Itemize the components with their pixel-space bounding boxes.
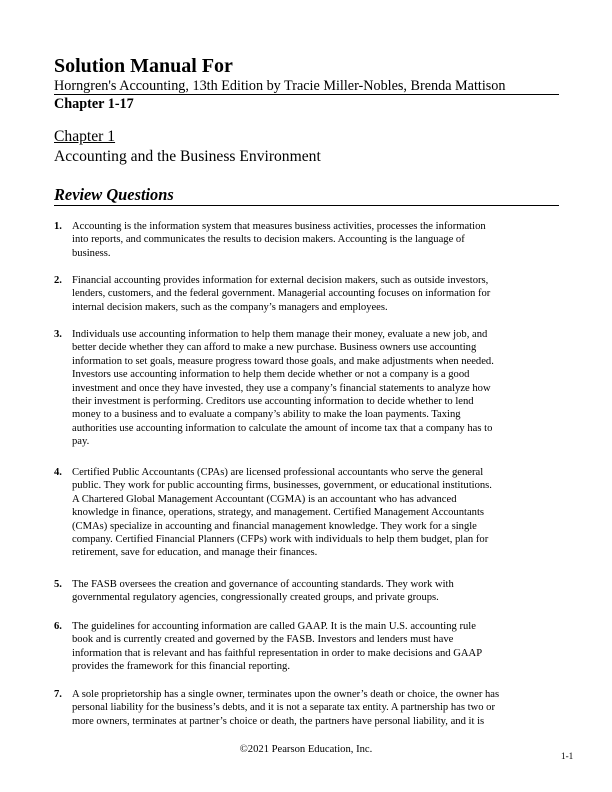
question-line: A sole proprietorship has a single owner, terminates upon the owner’s death or choice, the owner has: [72, 689, 500, 700]
question-number: 7.: [54, 689, 62, 700]
question-6: [54, 620, 559, 674]
question-line: more owners, terminates at partner’s choice or death, the partners have personal liability, and it is: [72, 715, 485, 727]
question-line: Financial accounting provides information for external decision makers, such as outside investors,: [72, 275, 489, 286]
chapter-range: Chapter 1-17: [54, 96, 134, 112]
question-line: Individuals use accounting information to help them manage their money, evaluate a new job, and: [72, 329, 488, 340]
footer-copyright: ©2021 Pearson Education, Inc.: [239, 744, 373, 755]
question-3: [54, 328, 559, 449]
question-line: Accounting is the information system that measures business activities, processes the information: [72, 221, 486, 232]
question-line: Certified Public Accountants (CPAs) are licensed professional accountants who serve the general: [72, 467, 484, 478]
chapter-label: Chapter 1: [54, 128, 116, 145]
question-number: 3.: [54, 329, 62, 340]
section-divider: [54, 205, 559, 206]
section-title: Review Questions: [54, 185, 174, 204]
question-4: [54, 466, 559, 560]
question-number: 5.: [54, 579, 62, 590]
question-line: (CMAs) specialize in accounting and financial management knowledge. They work for a single: [72, 520, 477, 532]
question-line: investment and once they have invested, they use a company’s financial statements to analyze how: [72, 382, 491, 394]
question-number: 6.: [54, 621, 62, 632]
question-1: [54, 220, 559, 260]
question-line: pay.: [72, 436, 90, 448]
question-number: 1.: [54, 221, 62, 232]
question-line: personal liability for the business’s debts, and it is not a separate tax entity. A partnership has two or: [72, 702, 495, 714]
question-7: [54, 688, 559, 728]
question-line: knowledge in finance, operations, strategy, and management. Certified Management Accountants: [72, 507, 485, 519]
question-line: governmental regulatory agencies, congressionally created groups, and private groups.: [72, 592, 439, 604]
question-line: better decide whether they can afford to make a new purchase. Business owners use accounting: [72, 342, 477, 354]
question-line: money to a business and to evaluate a company’s ability to make the loan payments. Taxing: [72, 409, 461, 421]
document-title: Solution Manual For: [54, 55, 233, 77]
question-line: retirement, save for education, and manage their finances.: [72, 547, 318, 559]
question-line: provides the framework for this financial reporting.: [72, 661, 290, 673]
question-line: lenders, customers, and the federal government. Managerial accounting focuses on information for: [72, 288, 491, 300]
question-number: 4.: [54, 467, 62, 478]
question-line: internal decision makers, such as the company’s managers and employees.: [72, 301, 388, 313]
question-line: company. Certified Financial Planners (CFPs) work with individuals to help them budget, plan for: [72, 534, 489, 546]
chapter-title: Accounting and the Business Environment: [54, 148, 321, 165]
question-line: The FASB oversees the creation and governance of accounting standards. They work with: [72, 579, 454, 590]
question-line: book and is currently created and governed by the FASB. Investors and lenders must have: [72, 634, 454, 646]
header-divider: [54, 94, 559, 95]
question-line: Investors use accounting information to help them decide whether or not a company is a good: [72, 369, 470, 381]
question-line: public. They work for public accounting firms, businesses, government, or educational institutions.: [72, 480, 492, 492]
question-line: A Chartered Global Management Accountant (CGMA) is an accountant who has advanced: [72, 493, 457, 505]
question-line: information to set goals, measure progress toward those goals, and make adjustments when needed.: [72, 355, 494, 367]
book-subtitle: Horngren's Accounting, 13th Edition by Tracie Miller-Nobles, Brenda Mattison: [54, 78, 506, 94]
question-line: into reports, and communicates the results to decision makers. Accounting is the language of: [72, 234, 465, 246]
page-number: 1-1: [561, 751, 574, 761]
question-number: 2.: [54, 275, 62, 286]
question-line: authorities use accounting information to calculate the amount of income tax that a company has to: [72, 422, 493, 434]
question-5: [54, 578, 559, 605]
question-line: information that is relevant and has faithful representation in order to make decisions and GAAP: [72, 647, 483, 659]
question-line: their investment is performing. Creditors use accounting information to decide whether to lend: [72, 396, 474, 408]
question-line: business.: [72, 247, 111, 259]
question-2: [54, 274, 559, 314]
question-line: The guidelines for accounting information are called GAAP. It is the main U.S. accounting rule: [72, 621, 476, 632]
